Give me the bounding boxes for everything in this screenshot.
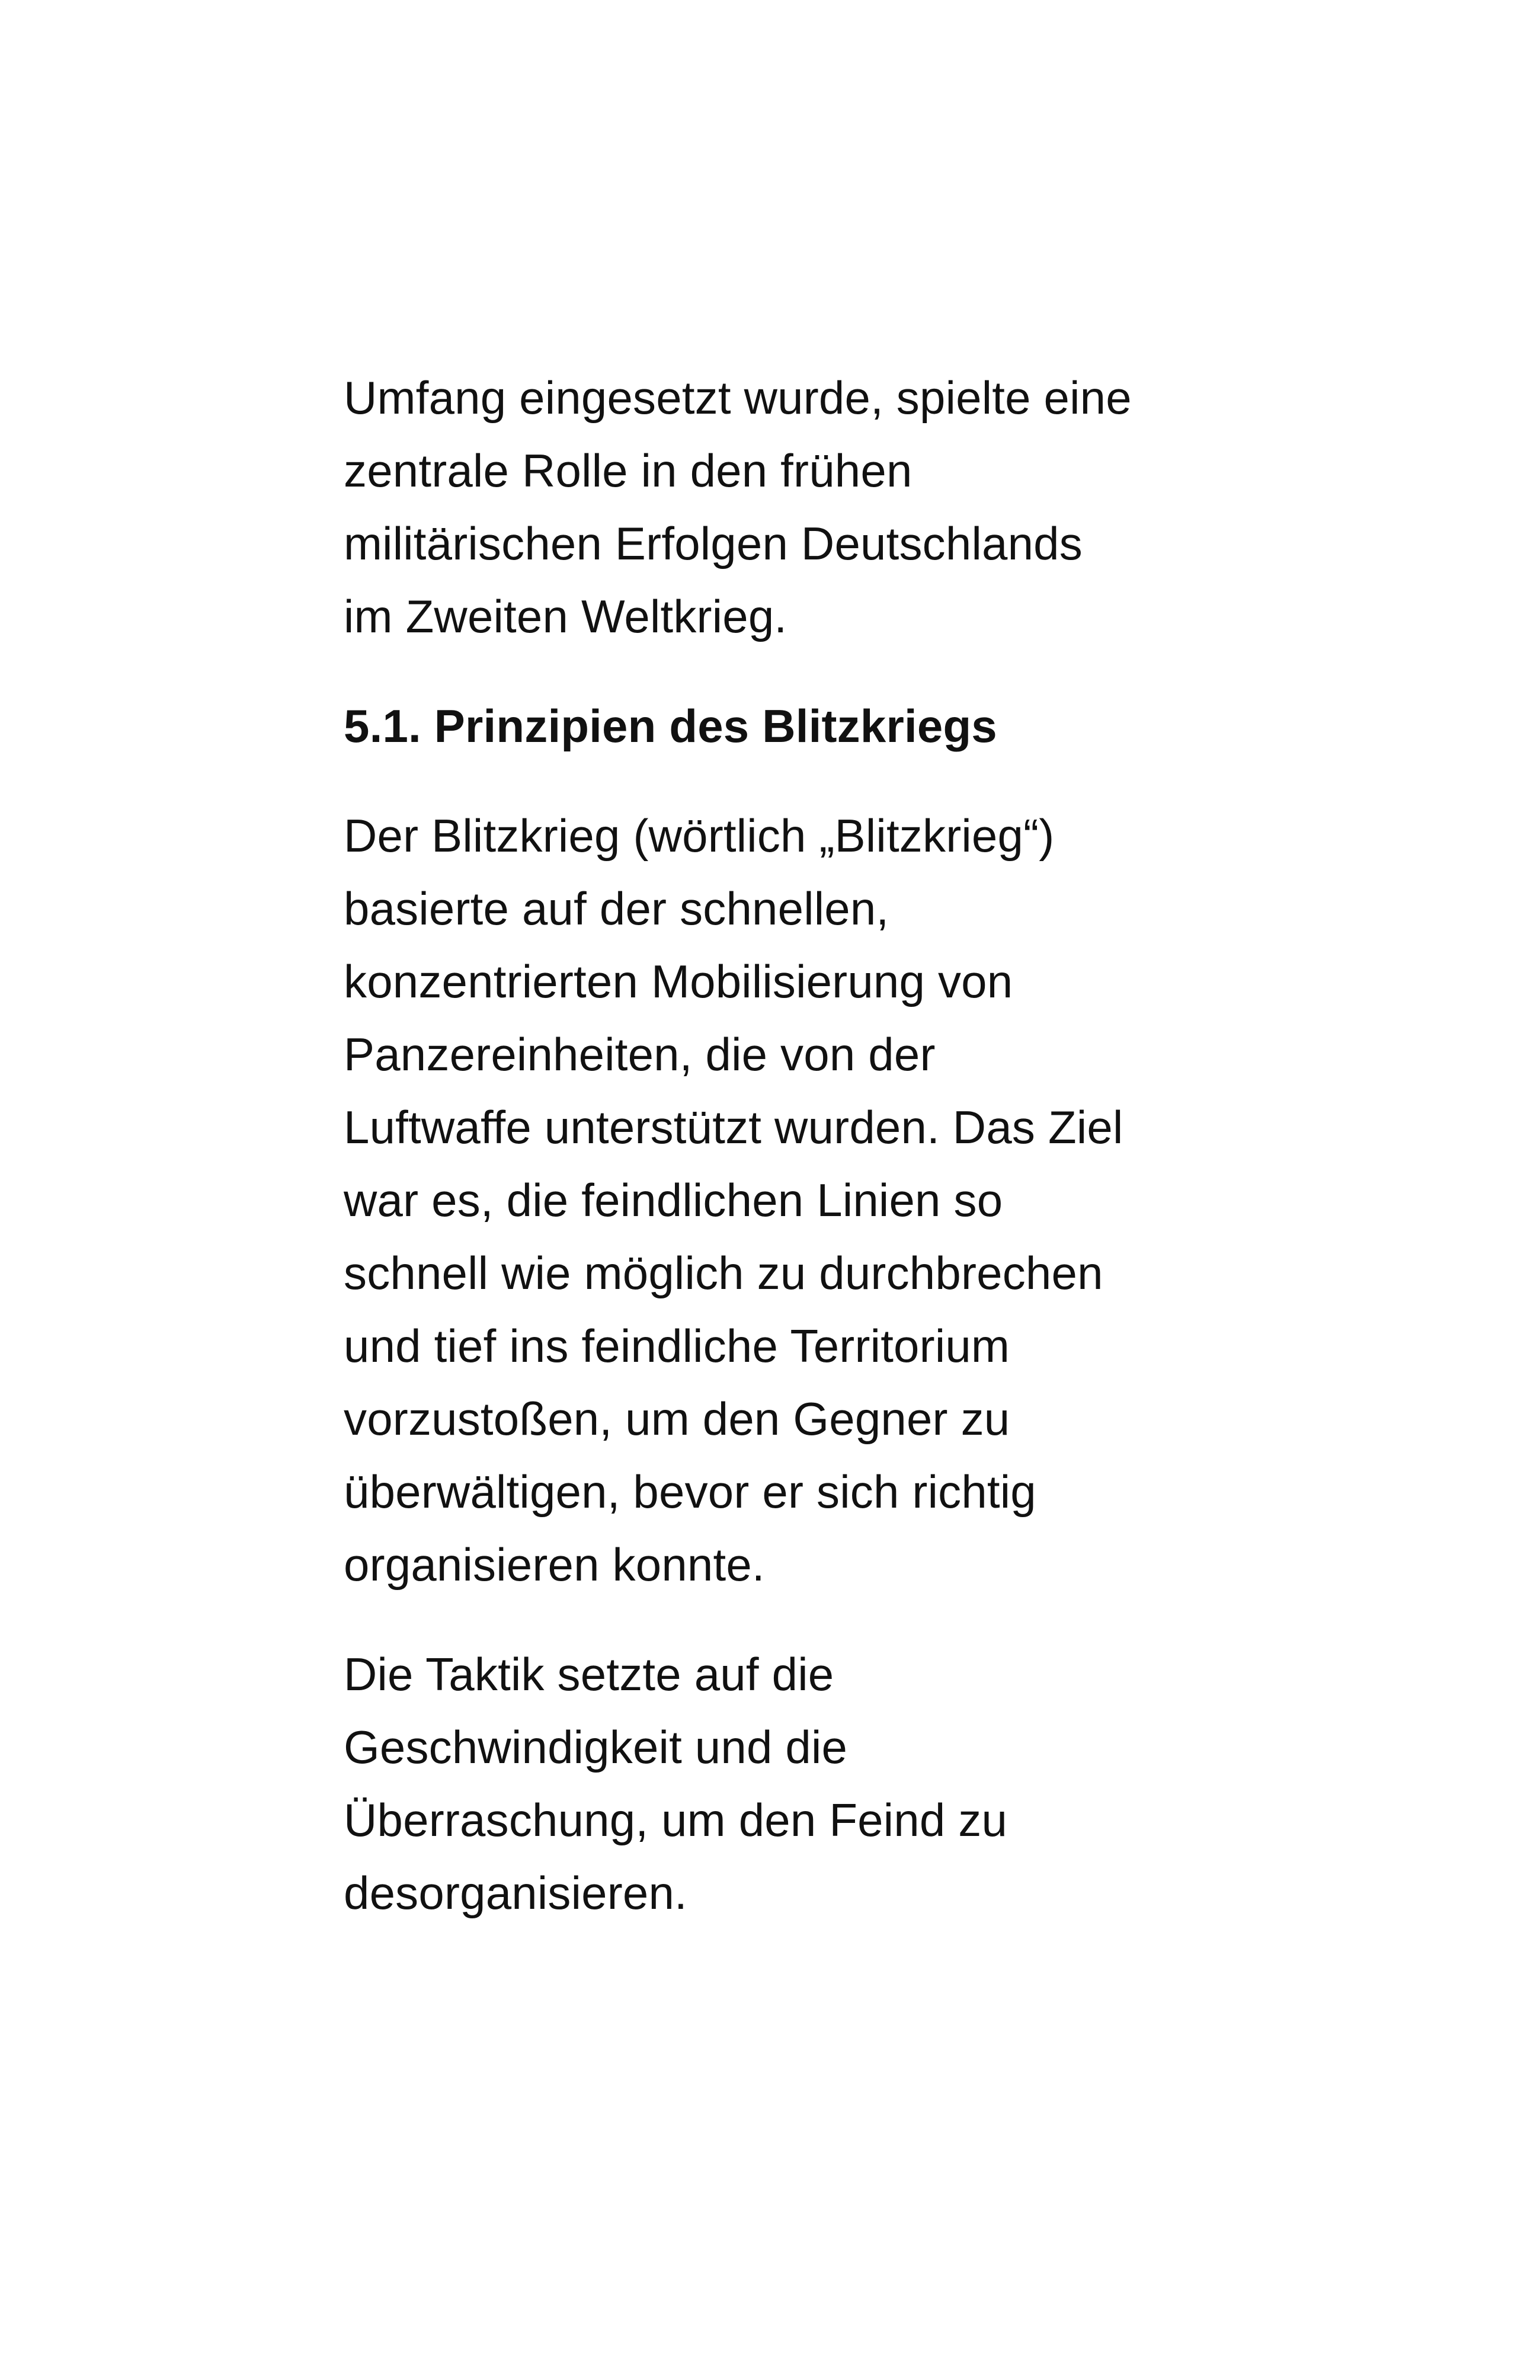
paragraph-2 <box>344 1638 1256 1930</box>
text-line: im Zweiten Weltkrieg. <box>344 590 787 642</box>
text-line: überwältigen, bevor er sich richtig <box>344 1466 1036 1518</box>
text-line: zentrale Rolle in den frühen <box>344 444 913 497</box>
text-line: desorganisieren. <box>344 1867 687 1919</box>
text-line: konzentrierten Mobilisierung von <box>344 955 1013 1007</box>
text-line: Die Taktik setzte auf die <box>344 1648 834 1700</box>
paragraph-1 <box>344 799 1256 1601</box>
text-line: Der Blitzkrieg (wörtlich „Blitzkrieg“) <box>344 810 1055 862</box>
text-line: basierte auf der schnellen, <box>344 882 889 935</box>
section-heading <box>344 690 1256 763</box>
paragraph-intro <box>344 362 1256 653</box>
text-line: war es, die feindlichen Linien so <box>344 1174 1003 1226</box>
text-block <box>344 362 1256 1930</box>
text-line: Geschwindigkeit und die <box>344 1721 848 1773</box>
section-heading-text: 5.1. Prinzipien des Blitzkriegs <box>344 700 997 752</box>
text-line: Überraschung, um den Feind zu <box>344 1794 1008 1846</box>
text-line: militärischen Erfolgen Deutschlands <box>344 517 1083 570</box>
text-line: und tief ins feindliche Territorium <box>344 1320 1010 1372</box>
text-line: schnell wie möglich zu durchbrechen <box>344 1247 1103 1299</box>
text-line: Luftwaffe unterstützt wurden. Das Ziel <box>344 1101 1123 1153</box>
text-line: Panzereinheiten, die von der <box>344 1028 936 1080</box>
text-line: Umfang eingesetzt wurde, spielte eine <box>344 372 1132 424</box>
text-line: organisieren konnte. <box>344 1538 765 1591</box>
text-line: vorzustoßen, um den Gegner zu <box>344 1393 1010 1445</box>
